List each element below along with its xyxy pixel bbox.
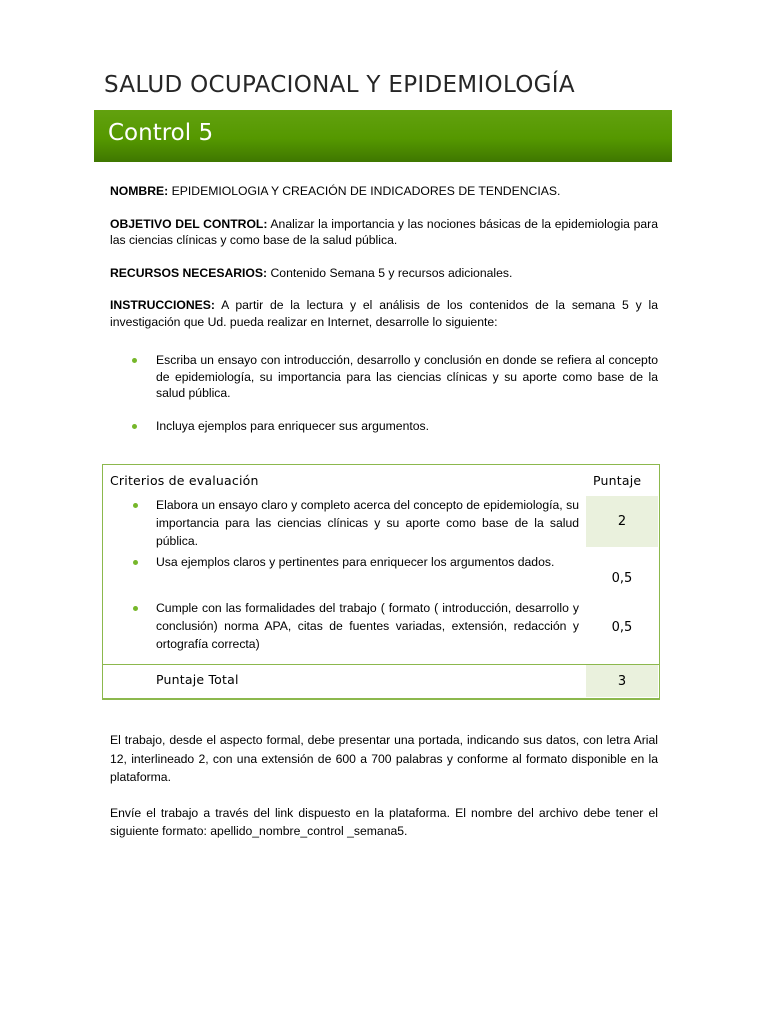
- objetivo-label: OBJETIVO DEL CONTROL:: [110, 216, 268, 231]
- instruction-item: [110, 352, 658, 402]
- score-value: 0,5: [611, 620, 633, 635]
- bullet-icon: [133, 606, 138, 611]
- recursos-line: [110, 265, 658, 282]
- instruction-item: [110, 418, 658, 435]
- criteria-row: [103, 599, 579, 653]
- total-score-value: 3: [617, 673, 627, 689]
- bullet-icon: [133, 560, 138, 565]
- score-cell: [586, 571, 658, 586]
- recursos-label: RECURSOS NECESARIOS:: [110, 265, 268, 280]
- recursos-value: Contenido Semana 5 y recursos adicionales.: [267, 265, 513, 280]
- criteria-header: Criterios de evaluación: [110, 473, 259, 488]
- instrucciones-label: INSTRUCCIONES:: [110, 298, 215, 312]
- criteria-row: [103, 553, 579, 571]
- assignment-info: [110, 183, 658, 450]
- objetivo-line: [110, 216, 658, 249]
- objetivo-value: Analizar la importancia y las nociones básicas de la epidemiologia para las ciencias clínicas y como base de la salud pública.: [110, 216, 658, 247]
- total-score-cell: [586, 665, 658, 697]
- criteria-row: [103, 496, 579, 550]
- banner-title: Control 5: [108, 120, 214, 146]
- criteria-text: Elabora un ensayo claro y completo acerca del concepto de epidemiología, su importancia para las ciencias clínicas y su aporte como base de la salud pública.: [156, 498, 579, 548]
- score-value: 2: [617, 514, 627, 529]
- criteria-text: Usa ejemplos claros y pertinentes para enriquecer los argumentos dados.: [156, 555, 555, 569]
- criteria-text: Cumple con las formalidades del trabajo ( formato ( introducción, desarrollo y conclusión) norma APA, citas de fuentes variadas, extensión, redacción y ortografía correcta): [156, 601, 579, 651]
- score-header: Puntaje: [593, 473, 642, 488]
- nombre-label: NOMBRE:: [110, 184, 169, 198]
- instrucciones-line: [110, 297, 658, 330]
- closing-section: [110, 731, 658, 858]
- bullet-icon: [132, 358, 137, 363]
- rubric-table: [102, 464, 660, 700]
- bullet-icon: [132, 424, 137, 429]
- instruction-text: Escriba un ensayo con introducción, desarrollo y conclusión en donde se refiera al concepto de epidemiología, su importancia para las ciencias clínicas y su aporte como base de la salud pública.: [156, 353, 658, 400]
- score-value: 0,5: [611, 571, 633, 586]
- score-cell: [586, 620, 658, 635]
- nombre-line: [110, 183, 658, 200]
- score-cell: [586, 496, 658, 547]
- course-title: SALUD OCUPACIONAL Y EPIDEMIOLOGÍA: [104, 72, 575, 98]
- instrucciones-value: A partir de la lectura y el análisis de los contenidos de la semana 5 y la investigación que Ud. pueda realizar en Internet, desarrolle lo siguiente:: [110, 298, 658, 329]
- control-banner: [94, 110, 672, 162]
- bullet-icon: [133, 503, 138, 508]
- table-top-border: [103, 464, 659, 465]
- total-separator: [103, 664, 659, 665]
- instruction-text: Incluya ejemplos para enriquecer sus argumentos.: [156, 418, 430, 433]
- nombre-value: EPIDEMIOLOGIA Y CREACIÓN DE INDICADORES DE TENDENCIAS.: [168, 184, 561, 198]
- formal-requirements: El trabajo, desde el aspecto formal, debe presentar una portada, indicando sus datos, con letra Arial 12, interlineado 2, con una extensión de 600 a 700 palabras y conforme al formato disponible en la plataforma.: [110, 733, 658, 784]
- total-label: Puntaje Total: [156, 672, 239, 687]
- submission-instructions: Envíe el trabajo a través del link dispuesto en la plataforma. El nombre del archivo debe tener el siguiente formato: apellido_nombre_control _semana5.: [110, 805, 658, 838]
- instruction-list: [110, 352, 658, 434]
